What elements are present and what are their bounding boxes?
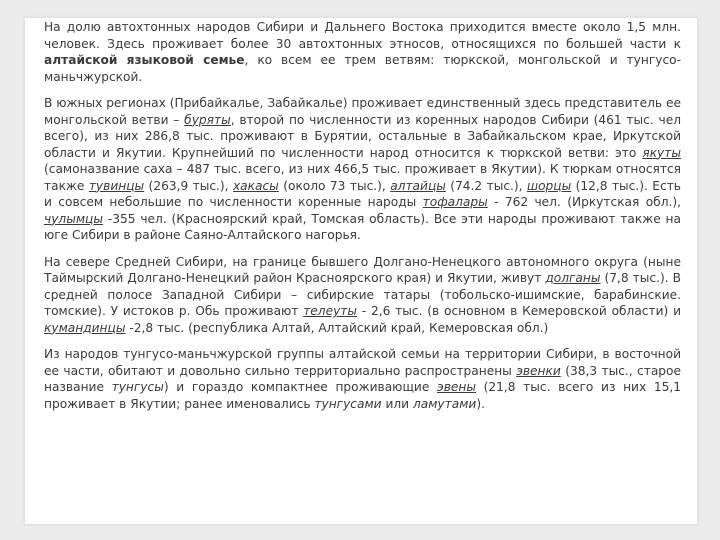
term-buryaty: буряты <box>184 112 231 127</box>
term-shortsy: шорцы <box>526 178 572 193</box>
text-run: или <box>381 396 413 411</box>
emphasis-altai-family: алтайской языковой семье <box>44 53 245 67</box>
term-tungusy: тунгусы <box>111 380 164 394</box>
paragraph-south <box>44 95 681 244</box>
text-run: ) и гораздо компактнее проживающие <box>163 380 437 394</box>
text-run: В южных регионах (Прибайкалье, Забайкалье) проживает единственный здесь представитель ее монгольской ветви – <box>44 96 681 127</box>
document-text <box>44 19 681 422</box>
paragraph-tungus <box>44 346 681 412</box>
term-khakasy: хакасы <box>232 178 279 193</box>
text-run: - 762 чел. (Иркутская обл.), <box>487 195 681 209</box>
text-run: На долю автохтонных народов Сибири и Дальнего Востока приходится вместе около 1,5 млн. человек. Здесь проживает более 30 автохтонных этносов, относящихся по большей части к <box>44 20 681 51</box>
text-run: (21,8 тыс. всего из них 15,1 проживает в Якутии; ранее именовались <box>44 380 681 411</box>
corner-decoration <box>25 502 47 524</box>
term-lamutami: ламутами <box>412 396 477 411</box>
term-evenki: эвенки <box>516 363 561 378</box>
text-run: , второй по численности из коренных народов Сибири (461 тыс. чел всего), из них 286,8 тыс. проживают в Бурятии, остальные в Забайкальском крае, Иркутской области и Якутии. Крупнейший по численности народ относится к тюркской ветви: это <box>44 112 681 160</box>
term-altaitsy: алтайцы <box>390 178 446 193</box>
paragraph-intro <box>44 19 681 85</box>
text-run: На севере Средней Сибири, на границе бывшего Долгано-Ненецкого автономного округа (ныне Таймырский Долгано-Ненецкий район Красноярского края) и Якутии, живут <box>44 254 681 285</box>
term-tungusami: тунгусами <box>314 396 382 411</box>
text-run: (около 73 тыс.), <box>278 178 391 193</box>
text-run: Из народов тунгусо-маньчжурской группы алтайской семьи на территории Сибири, в восточной ее части, обитают и довольно сильно территориально распространены <box>44 347 681 378</box>
text-run: , ко всем ее трем ветвям: тюркской, монгольской и тунгусо-маньчжурской. <box>44 53 681 84</box>
text-run: (12,8 тыс.). Есть и совсем небольшие по численности коренные народы <box>44 178 681 209</box>
term-teleuty: телеуты <box>303 304 358 318</box>
term-kumandintsy: кумандинцы <box>44 320 126 335</box>
text-run: (38,3 тыс., старое название <box>44 363 681 394</box>
text-run: (74.2 тыс.), <box>445 178 527 193</box>
text-run: (7,8 тыс.). В средней полосе Западной Сибири – сибирские татары (тобольско-ишимские, барабинские. томские). У истоков р. Обь проживают <box>44 271 681 318</box>
text-run: (самоназвание саха – 487 тыс. всего, из них 466,5 тыс. проживает в Якутии). К тюркам относятся также <box>44 162 681 193</box>
term-tofalary: тофалары <box>422 195 488 209</box>
text-run: -2,8 тыс. (республика Алтай, Алтайский край, Кемеровская обл.) <box>125 320 549 335</box>
text-run: ). <box>476 396 485 411</box>
term-dolgany: долганы <box>545 271 601 285</box>
text-run: - 2,6 тыс. (в основном в Кемеровской области) и <box>357 304 681 318</box>
corner-decoration <box>675 502 697 524</box>
text-run: -355 чел. (Красноярский край, Томская область). Все эти народы проживают также на юге Сибири в районе Саяно-Алтайского нагорья. <box>44 211 681 242</box>
term-tuvintsy: тувинцы <box>88 178 145 193</box>
term-chulymtsy: чулымцы <box>44 211 103 226</box>
term-eveny: эвены <box>437 380 476 394</box>
paragraph-north <box>44 254 681 337</box>
term-yakuty: якуты <box>642 145 681 160</box>
text-run: (263,9 тыс.), <box>144 178 233 193</box>
